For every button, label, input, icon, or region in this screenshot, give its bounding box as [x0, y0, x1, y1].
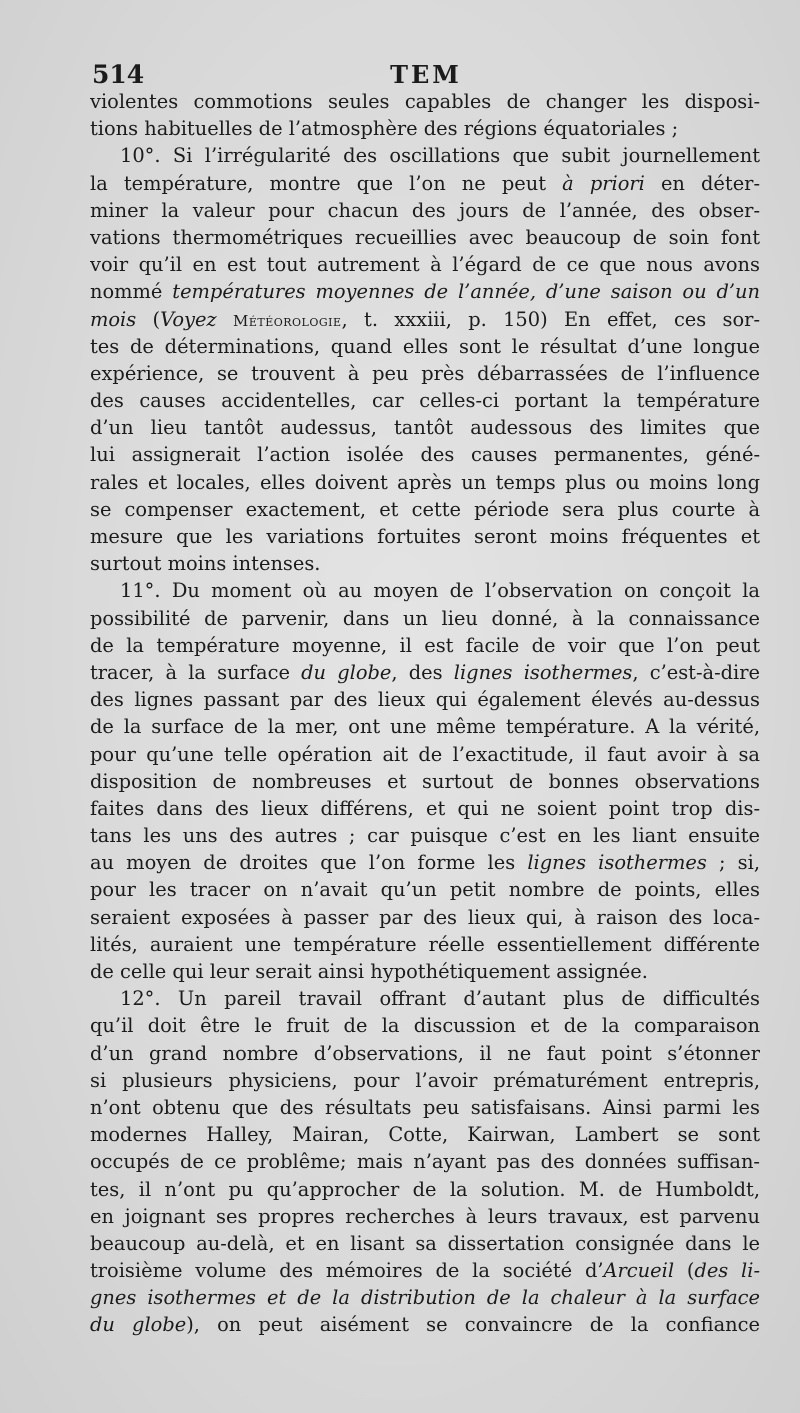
text-line: nommé températures moyennes de l’année, d’une saison ou d’un	[90, 280, 760, 304]
text-line: se compenser exactement, et cette période sera plus courte à	[90, 497, 760, 521]
text-line: de la surface de la mer, ont une même température. A la vérité,	[90, 715, 760, 739]
text-line: tracer, à la surface du globe, des lignes isothermes, c’est-à-dire	[90, 660, 760, 684]
paragraph-12-start: 12°. Un pareil travail offrant d’autant plus de difficultés	[120, 987, 760, 1011]
text-line: tes de déterminations, quand elles sont le résultat d’une longue	[90, 334, 760, 358]
paragraph-11-start: 11°. Du moment où au moyen de l’observation on conçoit la	[120, 579, 760, 603]
page-number: 514	[92, 60, 145, 89]
text-line: pour qu’une telle opération ait de l’exactitude, il faut avoir à sa	[90, 742, 760, 766]
text-line: des causes accidentelles, car celles-ci portant la température	[90, 389, 760, 413]
text-line: en joignant ses propres recherches à leurs travaux, est parvenu	[90, 1204, 760, 1228]
text-line: rales et locales, elles doivent après un temps plus ou moins long	[90, 470, 760, 494]
text-line: modernes Halley, Mairan, Cotte, Kairwan, Lambert se sont	[90, 1123, 760, 1147]
text-line: des lignes passant par des lieux qui également élevés au-dessus	[90, 688, 760, 712]
text-line: possibilité de parvenir, dans un lieu donné, à la connaissance	[90, 606, 760, 630]
text-line: au moyen de droites que l’on forme les lignes isothermes ; si,	[90, 851, 760, 875]
text-line: disposition de nombreuses et surtout de bonnes observations	[90, 769, 760, 793]
text-line: lui assignerait l’action isolée des causes permanentes, géné-	[90, 443, 760, 467]
text-line: violentes commotions seules capables de changer les disposi-	[90, 90, 760, 113]
text-line: voir qu’il en est tout autrement à l’égard de ce que nous avons	[90, 253, 760, 277]
text-line: mois (Voyez Météorologie, t. xxxiii, p. 150) En effet, ces sor-	[90, 307, 760, 331]
text-line: d’un grand nombre d’observations, il ne faut point s’étonner	[90, 1041, 760, 1065]
text-line: miner la valeur pour chacun des jours de l’année, des obser-	[90, 198, 760, 222]
text-line: mesure que les variations fortuites seront moins fréquentes et	[90, 525, 760, 548]
text-line: si plusieurs physiciens, pour l’avoir prématurément entrepris,	[90, 1068, 760, 1092]
text-line: de celle qui leur serait ainsi hypothétiquement assignée.	[90, 960, 648, 983]
running-head: TEM	[390, 60, 462, 89]
text-line: surtout moins intenses.	[90, 552, 321, 576]
text-line: tans les uns des autres ; car puisque c’est en les liant ensuite	[90, 824, 760, 848]
body-text	[90, 88, 760, 1339]
text-line: beaucoup au-delà, et en lisant sa dissertation consignée dans le	[90, 1231, 760, 1255]
text-line: pour les tracer on n’avait qu’un petit nombre de points, elles	[90, 878, 760, 902]
text-line: du globe), on peut aisément se convaincre de la confiance	[90, 1313, 760, 1337]
text-line: tions habituelles de l’atmosphère des régions équatoriales ;	[90, 117, 679, 141]
text-line: vations thermométriques recueillies avec beaucoup de soin font	[90, 225, 760, 249]
text-line: n’ont obtenu que des résultats peu satisfaisans. Ainsi parmi les	[90, 1095, 760, 1119]
text-line: tes, il n’ont pu qu’approcher de la solution. M. de Humboldt,	[90, 1177, 760, 1201]
text-line: seraient exposées à passer par des lieux qui, à raison des loca-	[90, 905, 760, 929]
text-line: la température, montre que l’on ne peut à priori en déter-	[90, 171, 760, 195]
text-line: gnes isothermes et de la distribution de la chaleur à la surface	[90, 1286, 760, 1310]
text-line: occupés de ce problême; mais n’ayant pas des données suffisan-	[90, 1150, 760, 1174]
paragraph-10-start: 10°. Si l’irrégularité des oscillations que subit journellement	[120, 144, 760, 168]
text-line: d’un lieu tantôt audessus, tantôt audessous des limites que	[90, 416, 760, 440]
text-line: de la température moyenne, il est facile de voir que l’on peut	[90, 633, 760, 657]
text-line: qu’il doit être le fruit de la discussion et de la comparaison	[90, 1014, 760, 1038]
text-line: troisième volume des mémoires de la société d’Arcueil (des li-	[90, 1259, 760, 1283]
text-line: lités, auraient une température réelle essentiellement différente	[90, 932, 760, 956]
text-line: expérience, se trouvent à peu près débarrassées de l’influence	[90, 361, 760, 385]
text-line: faites dans des lieux différens, et qui ne soient point trop dis-	[90, 796, 760, 820]
